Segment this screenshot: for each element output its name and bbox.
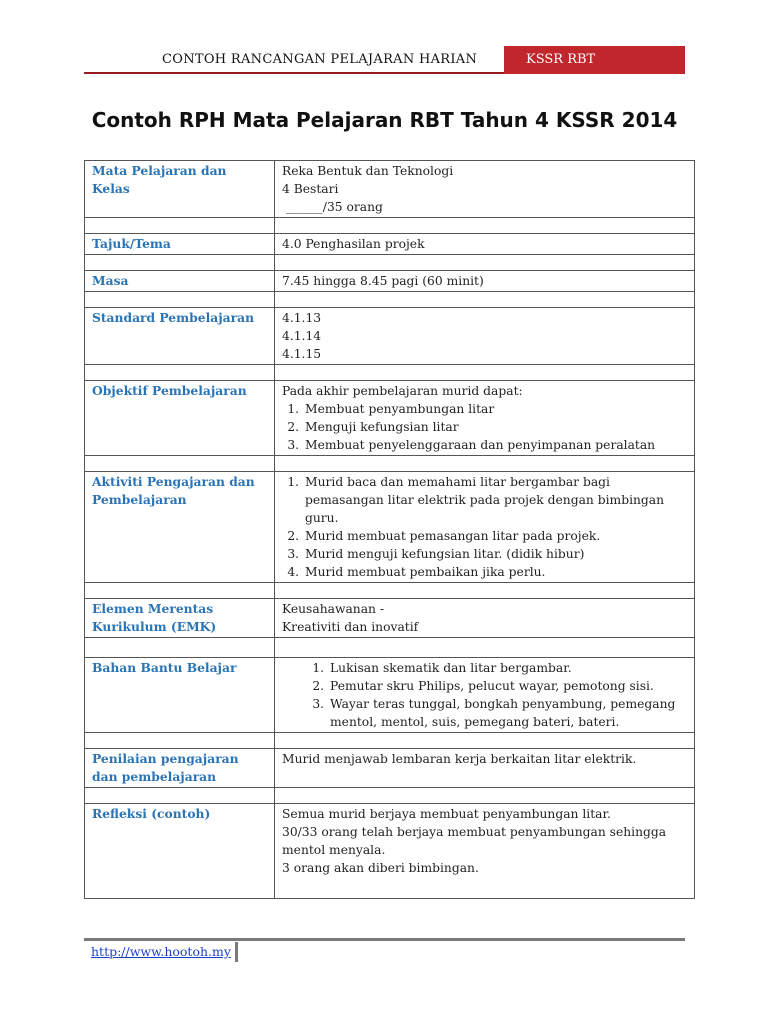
row-label: Standard Pembelajaran <box>85 308 275 365</box>
table-row <box>85 381 695 456</box>
row-label: Penilaian pengajaran dan pembelajaran <box>85 749 275 788</box>
value-line: 4.1.14 <box>282 329 322 343</box>
row-label: Tajuk/Tema <box>85 234 275 255</box>
footer-rule <box>84 938 685 941</box>
value-line: 4.1.13 <box>282 311 322 325</box>
row-value <box>275 472 695 583</box>
list-item: 2. Menguji kefungsian litar <box>303 418 687 436</box>
row-label: Mata Pelajaran dan Kelas <box>85 161 275 218</box>
row-label: Masa <box>85 271 275 292</box>
row-value <box>275 161 695 218</box>
spacer-row <box>85 456 695 472</box>
list-item: 1. Membuat penyambungan litar <box>303 400 687 418</box>
list-item: 3. Murid menguji kefungsian litar. (didik hibur) <box>303 545 687 563</box>
list-item: 1. Murid baca dan memahami litar bergambar bagi pemasangan litar elektrik pada projek dengan bimbingan guru. <box>303 473 687 527</box>
row-value <box>275 381 695 456</box>
list-item: 3. Membuat penyelenggaraan dan penyimpanan peralatan <box>303 436 687 454</box>
document-title: Contoh RPH Mata Pelajaran RBT Tahun 4 KSSR 2014 <box>91 108 678 132</box>
header-title: CONTOH RANCANGAN PELAJARAN HARIAN <box>162 52 478 67</box>
value-line: 30/33 orang telah berjaya membuat penyambungan sehingga mentol menyala. <box>282 825 667 857</box>
value-line: ______/35 orang <box>282 200 383 214</box>
table-row <box>85 749 695 788</box>
row-value: Murid menjawab lembaran kerja berkaitan litar elektrik. <box>275 749 695 788</box>
table-row <box>85 472 695 583</box>
material-list <box>282 659 687 731</box>
list-item: 1. Lukisan skematik dan litar bergambar. <box>328 659 687 677</box>
spacer-row <box>85 292 695 308</box>
row-label: Objektif Pembelajaran <box>85 381 275 456</box>
spacer-row <box>85 733 695 749</box>
row-value: 4.0 Penghasilan projek <box>275 234 695 255</box>
table-row <box>85 234 695 255</box>
objective-list <box>282 400 687 454</box>
spacer-row <box>85 583 695 599</box>
value-intro: Pada akhir pembelajaran murid dapat: <box>282 384 523 398</box>
list-item: 4. Murid membuat pembaikan jika perlu. <box>303 563 687 581</box>
table-row <box>85 658 695 733</box>
header-tab: KSSR RBT <box>504 46 685 74</box>
table-row <box>85 161 695 218</box>
row-value <box>275 308 695 365</box>
value-line: 4 Bestari <box>282 182 339 196</box>
activity-list <box>282 473 687 581</box>
row-label: Refleksi (contoh) <box>85 804 275 899</box>
spacer-row <box>85 788 695 804</box>
table-row <box>85 271 695 292</box>
value-line: Keusahawanan - <box>282 602 385 616</box>
footer-divider <box>235 942 238 962</box>
list-item: 2. Murid membuat pemasangan litar pada projek. <box>303 527 687 545</box>
row-label: Bahan Bantu Belajar <box>85 658 275 733</box>
table-row <box>85 599 695 638</box>
row-value <box>275 804 695 899</box>
value-line: 4.1.15 <box>282 347 322 361</box>
spacer-row <box>85 365 695 381</box>
rph-table <box>84 160 695 899</box>
list-item: 2. Pemutar skru Philips, pelucut wayar, pemotong sisi. <box>328 677 687 695</box>
value-line: Semua murid berjaya membuat penyambungan litar. <box>282 807 611 821</box>
value-line: Reka Bentuk dan Teknologi <box>282 164 454 178</box>
page-header <box>84 46 685 74</box>
row-value <box>275 658 695 733</box>
row-label: Aktiviti Pengajaran dan Pembelajaran <box>85 472 275 583</box>
value-line: Kreativiti dan inovatif <box>282 620 419 634</box>
value-line: 3 orang akan diberi bimbingan. <box>282 861 479 875</box>
spacer-row <box>85 255 695 271</box>
row-value <box>275 599 695 638</box>
list-item: 3. Wayar teras tunggal, bongkah penyambung, pemegang mentol, mentol, suis, pemegang bateri, bateri. <box>328 695 687 731</box>
row-value: 7.45 hingga 8.45 pagi (60 minit) <box>275 271 695 292</box>
footer-website-link[interactable]: http://www.hootoh.my <box>91 944 231 959</box>
row-label: Elemen Merentas Kurikulum (EMK) <box>85 599 275 638</box>
table-row <box>85 308 695 365</box>
spacer-row <box>85 218 695 234</box>
spacer-row <box>85 638 695 658</box>
table-row <box>85 804 695 899</box>
